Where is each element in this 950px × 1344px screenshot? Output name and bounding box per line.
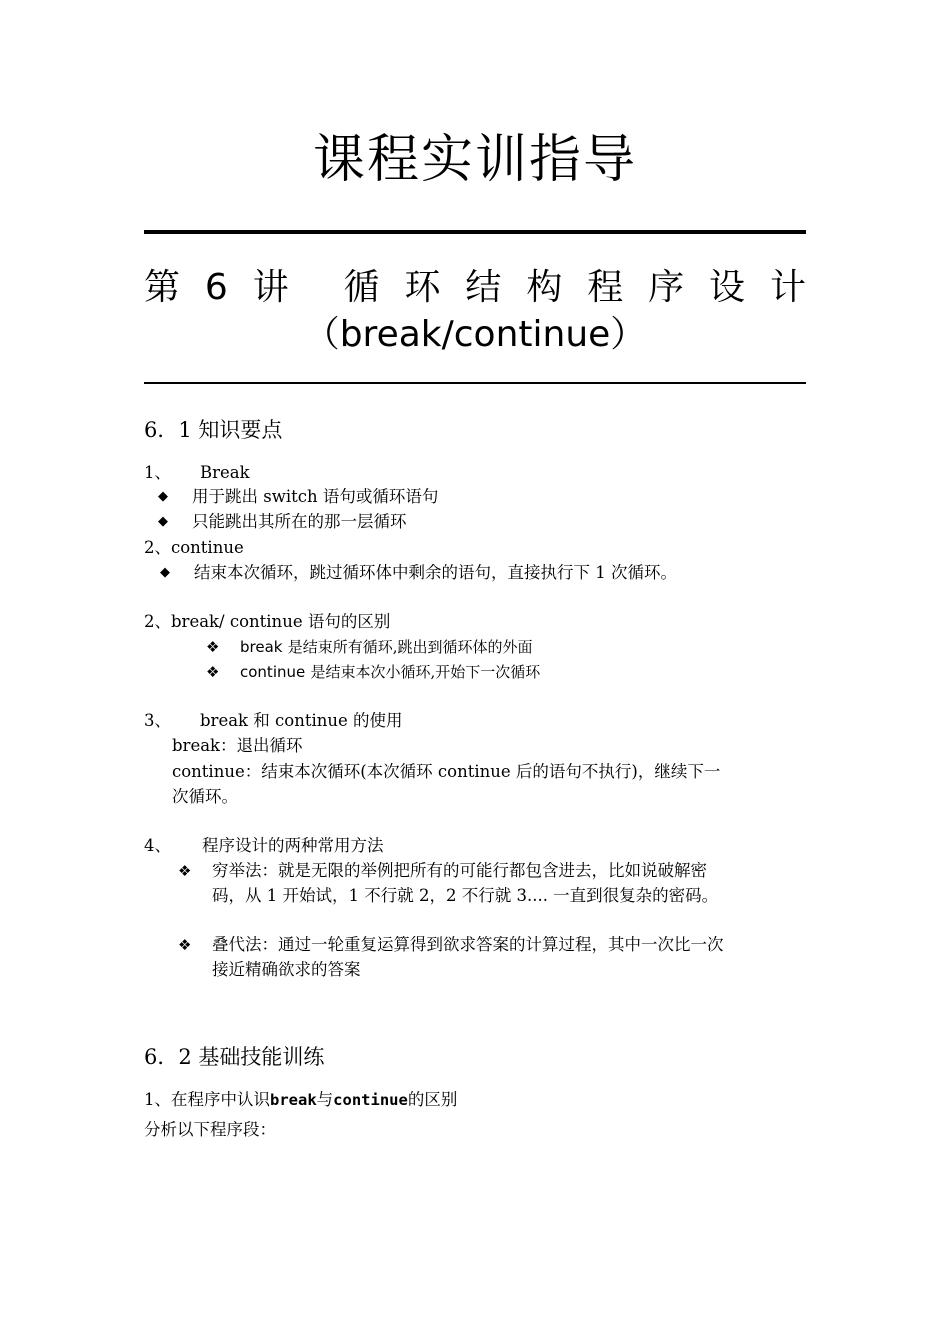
list-number: 1、 xyxy=(144,463,171,482)
star-bullet-icon: ❖ xyxy=(178,862,192,880)
keyword: break xyxy=(240,638,283,656)
body-line: 分析以下程序段： xyxy=(144,1120,276,1139)
chapter-subtitle: （break/continue） xyxy=(303,314,647,355)
text-run: 的区别 xyxy=(407,1090,458,1109)
title-rule-thick xyxy=(144,230,806,234)
bullet-text: 结束本次循环，跳过循环体中剩余的语句，直接执行下 1 次循环。 xyxy=(194,563,677,582)
list-label: 2、continue xyxy=(144,538,244,557)
bullet-text: 用于跳出 switch 语句或循环语句 xyxy=(192,487,439,506)
bullet-text-rest: 是结束本次小循环,开始下一次循环 xyxy=(310,663,541,681)
bullet-text-rest: 是结束所有循环,跳出到循环体的外面 xyxy=(287,638,533,656)
chapter-title-char: 第 xyxy=(144,267,181,308)
bullet-text: 叠代法：通过一轮重复运算得到欲求答案的计算过程，其中一次比一次 xyxy=(212,935,724,954)
keyword: continue xyxy=(240,663,306,681)
body-line: 次循环。 xyxy=(172,787,238,806)
bullet-text: 接近精确欲求的答案 xyxy=(212,960,361,979)
bullet-text xyxy=(240,660,540,684)
star-bullet-icon: ❖ xyxy=(206,663,220,681)
diamond-bullet-icon: ◆ xyxy=(158,514,168,529)
chapter-title-char: 构 xyxy=(526,267,563,308)
keyword: break xyxy=(270,1091,317,1109)
chapter-title-char: 讲 xyxy=(252,267,289,308)
chapter-title-char: 循 xyxy=(343,267,380,308)
list-label: 程序设计的两种常用方法 xyxy=(202,836,384,855)
chapter-title-char: 计 xyxy=(769,267,806,308)
chapter-title-char: 结 xyxy=(465,267,502,308)
chapter-title-char: 程 xyxy=(587,267,624,308)
list-label: break 和 continue 的使用 xyxy=(200,711,403,730)
keyword: continue xyxy=(333,1091,408,1109)
body-line: break：退出循环 xyxy=(172,736,303,755)
text-run: 1、在程序中认识 xyxy=(144,1090,270,1109)
diamond-bullet-icon: ◆ xyxy=(160,565,170,580)
section-heading: 6．2 基础技能训练 xyxy=(144,1045,325,1069)
bullet-text: 只能跳出其所在的那一层循环 xyxy=(192,512,407,531)
text-run: 与 xyxy=(316,1090,334,1109)
chapter-title xyxy=(144,266,806,310)
bullet-text xyxy=(240,635,533,659)
title-rule-thin xyxy=(144,382,806,384)
section-heading: 6．1 知识要点 xyxy=(144,418,283,442)
list-heading: 2、break/ continue 语句的区别 xyxy=(144,612,391,631)
chapter-title-char: 设 xyxy=(709,267,746,308)
body-line: continue：结束本次循环(本次循环 continue 后的语句不执行)，继续下一 xyxy=(172,762,721,781)
star-bullet-icon: ❖ xyxy=(178,936,192,954)
diamond-bullet-icon: ◆ xyxy=(158,489,168,504)
list-label: Break xyxy=(200,463,250,482)
star-bullet-icon: ❖ xyxy=(206,638,220,656)
chapter-title-char: 6 xyxy=(204,267,228,308)
chapter-title-char: 序 xyxy=(648,267,685,308)
bullet-text: 码，从 1 开始试，1 不行就 2，2 不行就 3.... 一直到很复杂的密码。 xyxy=(212,886,719,905)
bullet-text: 穷举法：就是无限的举例把所有的可能行都包含进去，比如说破解密 xyxy=(212,861,707,880)
list-number: 4、 xyxy=(144,836,171,855)
document-title: 课程实训指导 xyxy=(312,130,637,190)
body-line xyxy=(144,1088,457,1112)
chapter-title-char: 环 xyxy=(404,267,441,308)
list-number: 3、 xyxy=(144,711,171,730)
